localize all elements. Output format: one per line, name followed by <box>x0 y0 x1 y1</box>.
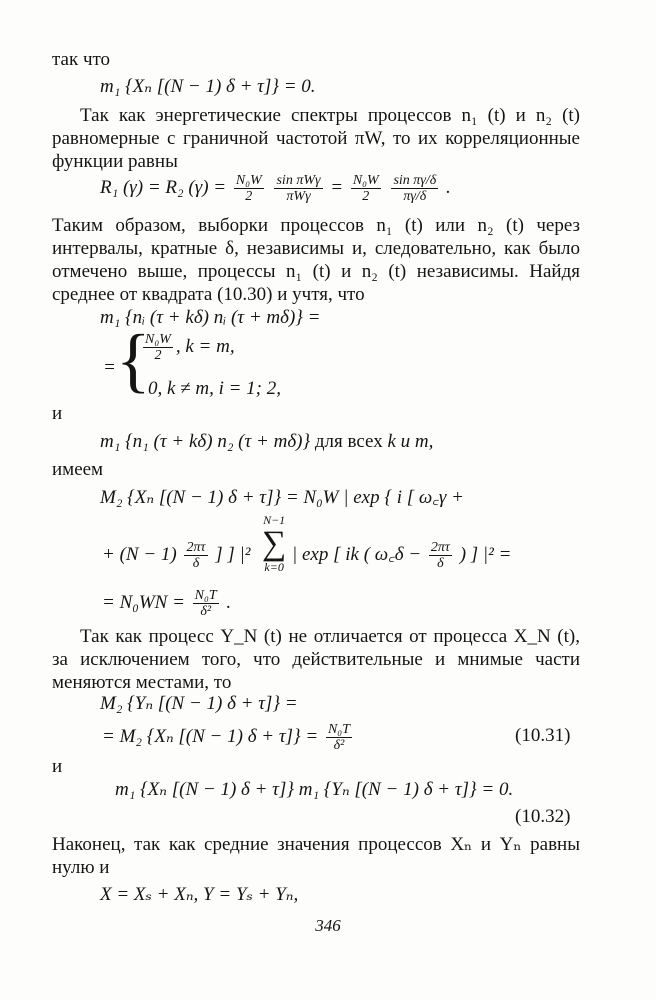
eq2-fraction-4: $\frac{\text{sin πγ/δ}}{\pi\gamma/\delta}$ <box>393 173 437 204</box>
left-brace: { <box>116 320 151 400</box>
word-and-1: и <box>52 403 63 424</box>
equation-label-10-32: (10.32) <box>515 806 571 827</box>
paragraph-1: Так как энергетические спектры процессов n₁ (t) и n₂ (t) равномерные с граничной частотой πW, то их корреляционные функции равны <box>52 105 580 172</box>
equation-3-case-1: $\frac{\text{N₀W}}{2}$ , k = m, <box>145 332 235 363</box>
equation-6-line-1: M₂ {Yₙ [(N − 1) δ + τ]} = <box>100 693 298 714</box>
paragraph-2: Таким образом, выборки процессов n₁ (t) или n₂ (t) через интервалы, кратные δ, независимы и, следовательно, как было отмечено выше, процессы n₁ (t) и n₂ (t) независимы. Найдя среднее от квадрата (10.30) и учтя, что <box>52 215 580 305</box>
eq5-fraction-1: $\frac{2\pi\tau}{\delta}$ <box>186 540 206 571</box>
equation-5-line-2: + (N − 1) $\frac{2\pi\tau}{\delta}$ ] ] |² <box>102 540 251 571</box>
equation-6-line-2: = M₂ {Xₙ [(N − 1) δ + τ]} = $\frac{\text{N₀T}}{\text{δ²}}$ <box>102 722 350 753</box>
eq2-fraction-3: $\frac{\text{N₀W}}{2}$ <box>352 173 379 204</box>
equation-3-case-2: 0, k ≠ m, i = 1; 2, <box>148 378 282 399</box>
word-and-2: и <box>52 756 63 777</box>
equation-4: m₁ {n₁ (τ + kδ) n₂ (τ + mδ)} для всех k и m, <box>100 431 434 452</box>
eq2-fraction-2: $\frac{\text{sin πWγ}}{\text{πWγ}}$ <box>276 173 321 204</box>
page-number: 346 <box>315 916 341 935</box>
eq2-equals: = <box>330 176 344 198</box>
intro-text: так что <box>52 49 111 70</box>
eq2-lhs: R₁ (γ) = R₂ (γ) = <box>100 176 227 198</box>
paragraph-3: Так как процесс Y_N (t) не отличается от процесса X_N (t), за исключением того, что действительные и мнимые части меняются местами, то <box>52 626 580 693</box>
equation-1: m₁ {Xₙ [(N − 1) δ + τ]} = 0. <box>100 76 316 97</box>
equation-5-line-1: M₂ {Xₙ [(N − 1) δ + τ]} = N₀W | exp { i [ ω꜀γ + <box>100 487 464 508</box>
equation-7: m₁ {Xₙ [(N − 1) δ + τ]} m₁ {Yₙ [(N − 1) δ + τ]} = 0. <box>115 779 514 800</box>
paragraph-4: Наконец, так как средние значения процессов Xₙ и Yₙ равны нулю и <box>52 834 580 878</box>
eq2-end: . <box>445 176 451 198</box>
equation-8: X = Xₛ + Xₙ, Y = Yₛ + Yₙ, <box>100 884 299 905</box>
eq6-fraction: $\frac{\text{N₀T}}{\text{δ²}}$ <box>327 722 350 753</box>
equation-label-10-31: (10.31) <box>515 725 571 746</box>
eq3-fraction: $\frac{\text{N₀W}}{2}$ <box>145 332 171 363</box>
equation-2 <box>100 173 451 204</box>
word-have: имеем <box>52 459 104 480</box>
equation-3-line-1: m₁ {nᵢ (τ + kδ) nᵢ (τ + mδ)} = <box>100 307 321 328</box>
summation: N−1 ∑ k=0 <box>262 513 287 574</box>
equation-3-equals: = <box>103 357 116 378</box>
eq5-fraction-3: $\frac{\text{N₀T}}{\text{δ²}}$ <box>194 588 217 619</box>
equation-5-line-2-right: | exp [ ik ( ω꜀δ − $\frac{2\pi\tau}{\delta}$ ) ] |² = <box>292 540 512 571</box>
eq5-fraction-2: $\frac{2\pi\tau}{\delta}$ <box>430 540 450 571</box>
equation-5-line-3: = N₀WN = $\frac{\text{N₀T}}{\text{δ²}}$ . <box>102 588 232 619</box>
eq2-fraction-1: $\frac{\text{N₀W}}{2}$ <box>235 173 262 204</box>
